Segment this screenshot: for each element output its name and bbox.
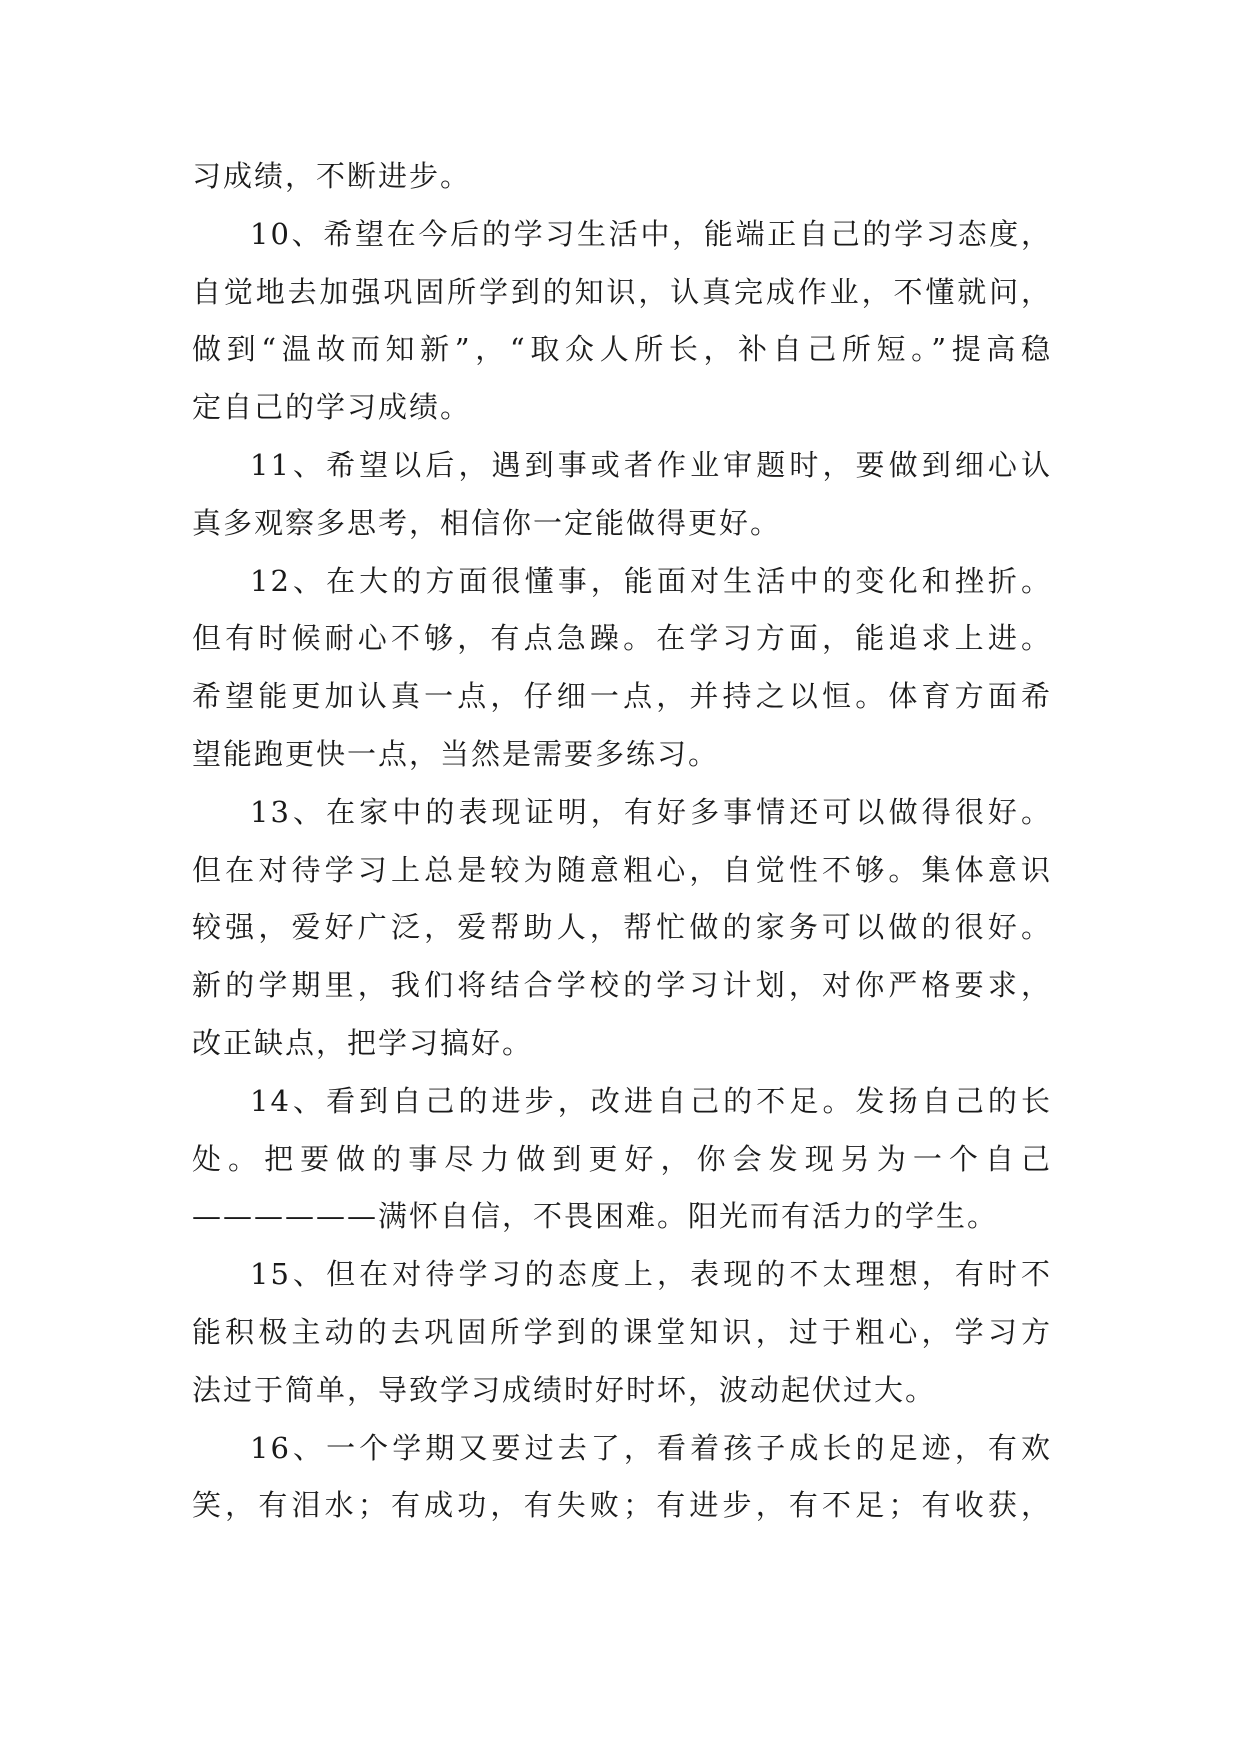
paragraph-line: 习成绩，不断进步。 [192,159,472,193]
paragraph-first-line: 12、在大的方面很懂事，能面对生活中的变化和挫折。 [250,563,1052,598]
paragraph-line: 能积极主动的去巩固所学到的课堂知识，过于粗心，学习方 [192,1314,1052,1349]
paragraph-line: 定自己的学习成绩。 [192,390,472,425]
paragraph-first-line: 14、看到自己的进步，改进自己的不足。发扬自己的长 [250,1083,1052,1118]
paragraph-first-line: 11、希望以后，遇到事或者作业审题时，要做到细心认 [250,447,1052,482]
paragraph-line: 笑，有泪水；有成功，有失败；有进步，有不足；有收获， [192,1488,1052,1523]
paragraph-line: 真多观察多思考，相信你一定能做得更好。 [192,505,782,540]
paragraph-line: 但有时候耐心不够，有点急躁。在学习方面，能追求上进。 [192,621,1052,656]
paragraph-line: ——————满怀自信，不畏困难。阳光而有活力的学生。 [192,1199,999,1234]
paragraph-line: 望能跑更快一点，当然是需要多练习。 [192,736,720,771]
paragraph-first-line: 13、在家中的表现证明，有好多事情还可以做得很好。 [250,794,1052,829]
paragraph-line: 但在对待学习上总是较为随意粗心，自觉性不够。集体意识 [192,852,1052,887]
paragraph-line: 做到“温故而知新”，“取众人所长，补自己所短。”提高稳 [192,332,1052,367]
document-body [192,148,1052,1535]
paragraph-first-line: 16、一个学期又要过去了，看着孩子成长的足迹，有欢 [250,1430,1052,1465]
paragraph-line: 较强，爱好广泛，爱帮助人，帮忙做的家务可以做的很好。 [192,910,1052,945]
paragraph-line: 新的学期里，我们将结合学校的学习计划，对你严格要求， [192,968,1052,1003]
paragraph-line: 处。把要做的事尽力做到更好，你会发现另为一个自己 [192,1141,1052,1176]
paragraph-line: 自觉地去加强巩固所学到的知识，认真完成作业，不懂就问， [192,274,1052,309]
paragraph-first-line: 10、希望在今后的学习生活中，能端正自己的学习态度， [250,216,1052,251]
paragraph-first-line: 15、但在对待学习的态度上，表现的不太理想，有时不 [250,1257,1052,1292]
paragraph-line: 改正缺点，把学习搞好。 [192,1025,534,1060]
paragraph-line: 法过于简单，导致学习成绩时好时坏，波动起伏过大。 [192,1372,937,1407]
paragraph-line: 希望能更加认真一点，仔细一点，并持之以恒。体育方面希 [192,679,1052,714]
